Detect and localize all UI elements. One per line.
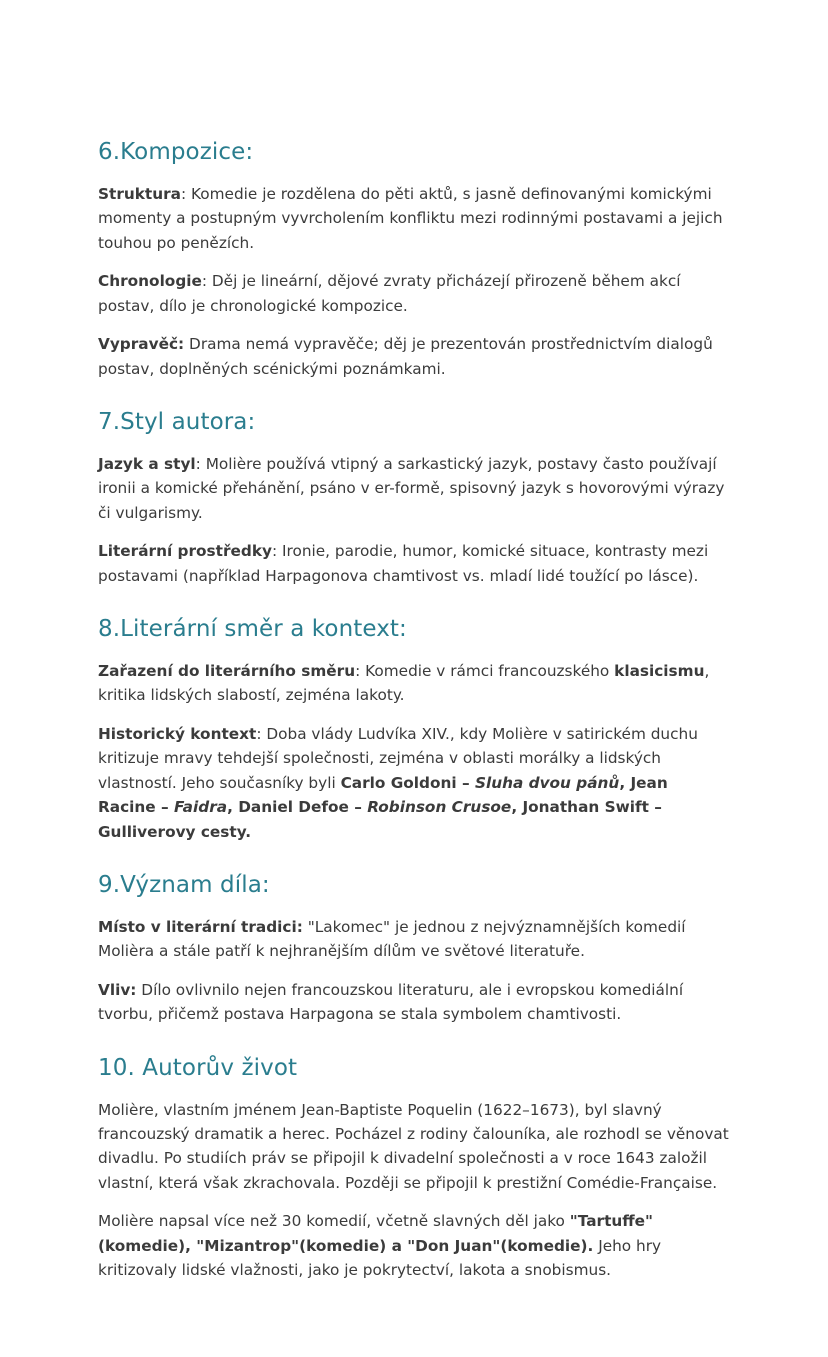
text-run: Chronologie (98, 272, 202, 291)
text-run: : Ironie, parodie, humor, komické situace, kontrasty mezi postavami (například Harpagonova chamtivost vs. mladí lidé toužící po lásce). (98, 542, 709, 585)
text-run: Molière, vlastním jménem Jean-Baptiste Poquelin (1622–1673), byl slavný francouzský dramatik a herec. Pocházel z rodiny čalouníka, ale rozhodl se věnovat divadlu. Po studiích práv se připojil k divadelní společnosti a v roce 1643 založil vlastní, která však zkrachovala. Později se připojil k prestižní Comédie-Française. (98, 1100, 729, 1192)
text-run: Literární prostředky (98, 542, 272, 561)
section-heading: 9.Význam díla: (98, 872, 270, 899)
section-heading: 7.Styl autora: (98, 409, 256, 436)
text-run: Vliv: (98, 980, 137, 999)
text-run: : Molière používá vtipný a sarkastický jazyk, postavy často používají ironii a komické přehánění, psáno v er-formě, spisovný jazyk s hovorovými výrazy či vulgarismy. (98, 454, 725, 522)
section-heading: 10. Autorův život (98, 1054, 298, 1081)
text-run: : Komedie je rozdělena do pěti aktů, s jasně definovanými komickými momenty a postupným vyvrcholením konfliktu mezi rodinnými postavami a jejich touhou po penězích. (98, 184, 723, 252)
text-run: : Doba vlády Ludvíka XIV., kdy Molière v satirickém duchu kritizuje mravy tehdejší společnosti, zejména v oblasti morálky a lidských vlastností. Jeho současníky byli (98, 724, 698, 792)
text-run: Historický kontext (98, 724, 257, 743)
text-run: Dílo ovlivnilo nejen francouzskou literaturu, ale i evropskou komediální tvorbu, přičemž postava Harpagona se stala symbolem chamtivosti. (98, 980, 684, 1024)
paragraph (98, 1098, 730, 1196)
text-run: , kritika lidských slabostí, zejména lakoty. (98, 661, 710, 705)
paragraph (98, 269, 730, 318)
text-run: "Lakomec" je jednou z nejvýznamnějších komedií Molièra a stále patří k nejhranějším dílům ve světové literatuře. (98, 917, 686, 961)
paragraph (98, 659, 730, 708)
text-run: Místo v literární tradici: (98, 917, 303, 936)
text-run: Jazyk a styl (98, 454, 196, 473)
text-run: , Daniel Defoe – (227, 798, 368, 817)
text-run: , Jean Racine – (98, 773, 668, 817)
paragraph (98, 1209, 730, 1282)
paragraph (98, 332, 730, 381)
text-run: Jeho hry kritizovaly lidské vlažnosti, jako je pokrytectví, lakota a snobismus. (98, 1236, 662, 1280)
paragraph (98, 182, 730, 255)
text-run: Robinson Crusoe (367, 798, 512, 817)
text-run: klasicismu (614, 661, 705, 680)
text-run: , Jonathan Swift – Gulliverovy cesty. (98, 798, 662, 841)
text-run: : Děj je lineární, dějové zvraty přicházejí přirozeně během akcí postav, dílo je chronologické kompozice. (98, 272, 681, 315)
text-run: Drama nemá vypravěče; děj je prezentován prostřednictvím dialogů postav, doplněných scénickými poznámkami. (98, 335, 713, 378)
paragraph (98, 722, 730, 844)
text-run: Molière napsal více než 30 komedií, včetně slavných děl jako (98, 1212, 570, 1231)
paragraph (98, 915, 730, 964)
text-run: Carlo Goldoni – (340, 773, 475, 792)
text-run: Zařazení do literárního směru (98, 661, 356, 680)
text-run: "Tartuffe"(komedie), "Mizantrop"(komedie) a "Don Juan"(komedie). (98, 1212, 654, 1255)
section-heading: 8.Literární směr a kontext: (98, 616, 407, 643)
section-heading: 6.Kompozice: (98, 139, 254, 165)
text-run: Vypravěč: (98, 335, 185, 354)
paragraph (98, 539, 730, 588)
text-run: : Komedie v rámci francouzského (355, 661, 615, 680)
paragraph (98, 452, 730, 525)
text-run: Faidra (173, 798, 228, 817)
text-run: Sluha dvou pánů (474, 773, 620, 792)
paragraph (98, 978, 730, 1027)
text-run: Struktura (98, 184, 182, 203)
document-content (98, 138, 730, 1283)
